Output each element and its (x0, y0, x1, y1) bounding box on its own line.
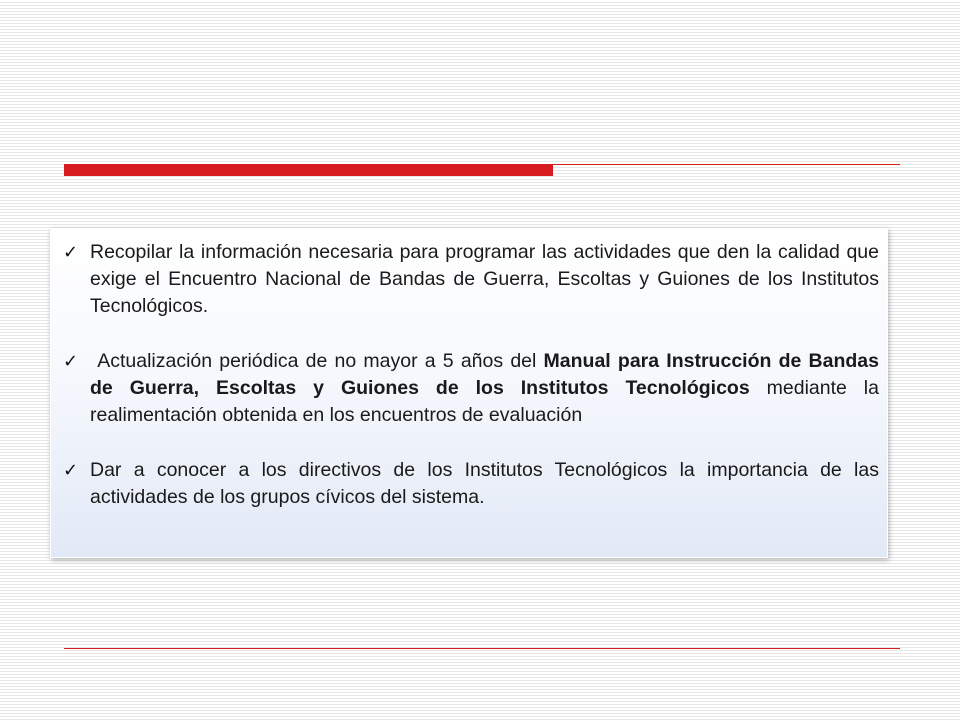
list-item-text: Recopilar la información necesaria para programar las actividades que den la calidad que exige el Encuentro Nacional de Bandas de Guerra, Escoltas y Guiones de los Institutos Tecnológicos. (90, 241, 879, 317)
list-item (63, 239, 879, 320)
list-item-text-before: Actualización periódica de no mayor a 5 años del (97, 350, 537, 372)
title-accent-line (553, 164, 900, 165)
checkmark-icon: ✓ (63, 351, 79, 372)
list-item-text (90, 348, 879, 429)
checkmark-icon: ✓ (63, 242, 79, 263)
list-item-text-after: mediante la realimentación obtenida en los encuentros de evaluación (90, 377, 879, 426)
list-item-text: Dar a conocer a los directivos de los Institutos Tecnológicos la importancia de las actividades de los grupos cívicos del sistema. (90, 459, 879, 508)
bullet-list-box (50, 228, 888, 558)
manual-title: Manual para Instrucción de Bandas de Guerra, Escoltas y Guiones de los Institutos Tecnológicos (90, 350, 879, 399)
list-item (63, 348, 879, 429)
checkmark-icon: ✓ (63, 460, 79, 481)
title-accent-bar (64, 164, 553, 176)
list-item (63, 457, 879, 511)
footer-accent-line (64, 648, 900, 649)
